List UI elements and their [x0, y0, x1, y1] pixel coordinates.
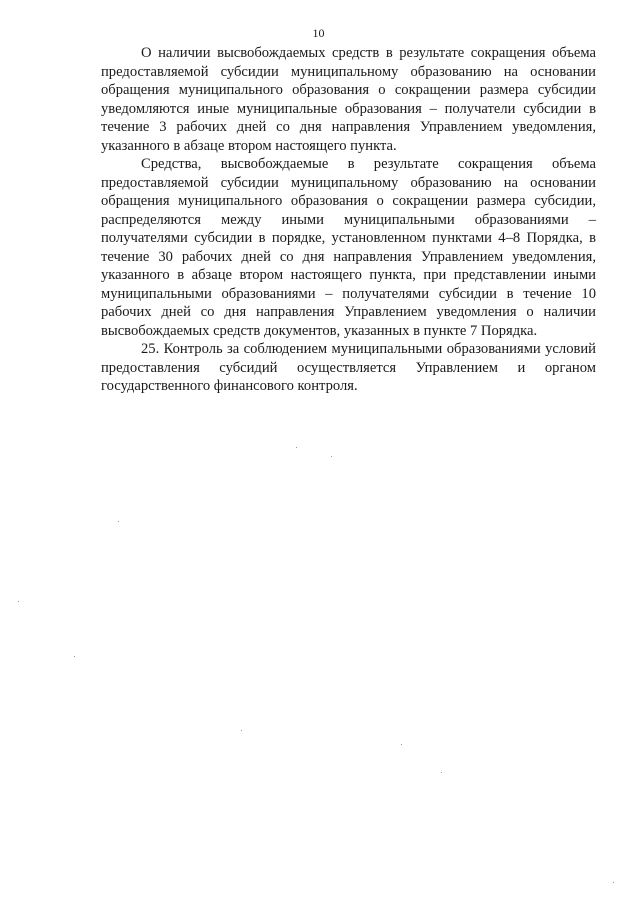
paragraph-control-clause: 25. Контроль за соблюдением муниципальными образованиями условий предоставления субсидий осуществляется Управлением и органом государственного финансового контроля. [101, 341, 596, 394]
scan-speck [441, 772, 442, 773]
scan-speck [331, 456, 332, 457]
scan-speck [401, 744, 402, 745]
paragraph-funds-notification: О наличии высвобождаемых средств в результате сокращения объема предоставляемой субсидии муниципальному образованию на основании обращения муниципального образования о сокращении размера субсидии уведомляются иные муниципальные образования – получатели субсидии в течение 3 рабочих дней со дня направления Управлением уведомления, указанного в абзаце втором настоящего пункта. [101, 45, 596, 154]
document-body [101, 44, 596, 396]
scan-speck [296, 447, 297, 448]
scan-speck [18, 601, 19, 602]
scan-speck [241, 730, 242, 731]
paragraph-funds-distribution: Средства, высвобождаемые в результате сокращения объема предоставляемой субсидии муниципальному образованию на основании обращения муниципального образования о сокращении размера субсидии, распределяются между иными муниципальными образованиями – получателями субсидии в порядке, установленном пунктами 4–8 Порядка, в течение 30 рабочих дней со дня направления Управлением уведомления, указанного в абзаце втором настоящего пункта, при представлении иными муниципальными образованиями – получателями субсидии в течение 10 рабочих дней со дня направления Управлением уведомления о наличии высвобождаемых средств документов, указанных в пункте 7 Порядка. [101, 156, 596, 339]
scan-speck [613, 882, 614, 883]
scan-speck [74, 656, 75, 657]
scan-speck [118, 521, 119, 522]
page-number: 10 [312, 26, 325, 40]
